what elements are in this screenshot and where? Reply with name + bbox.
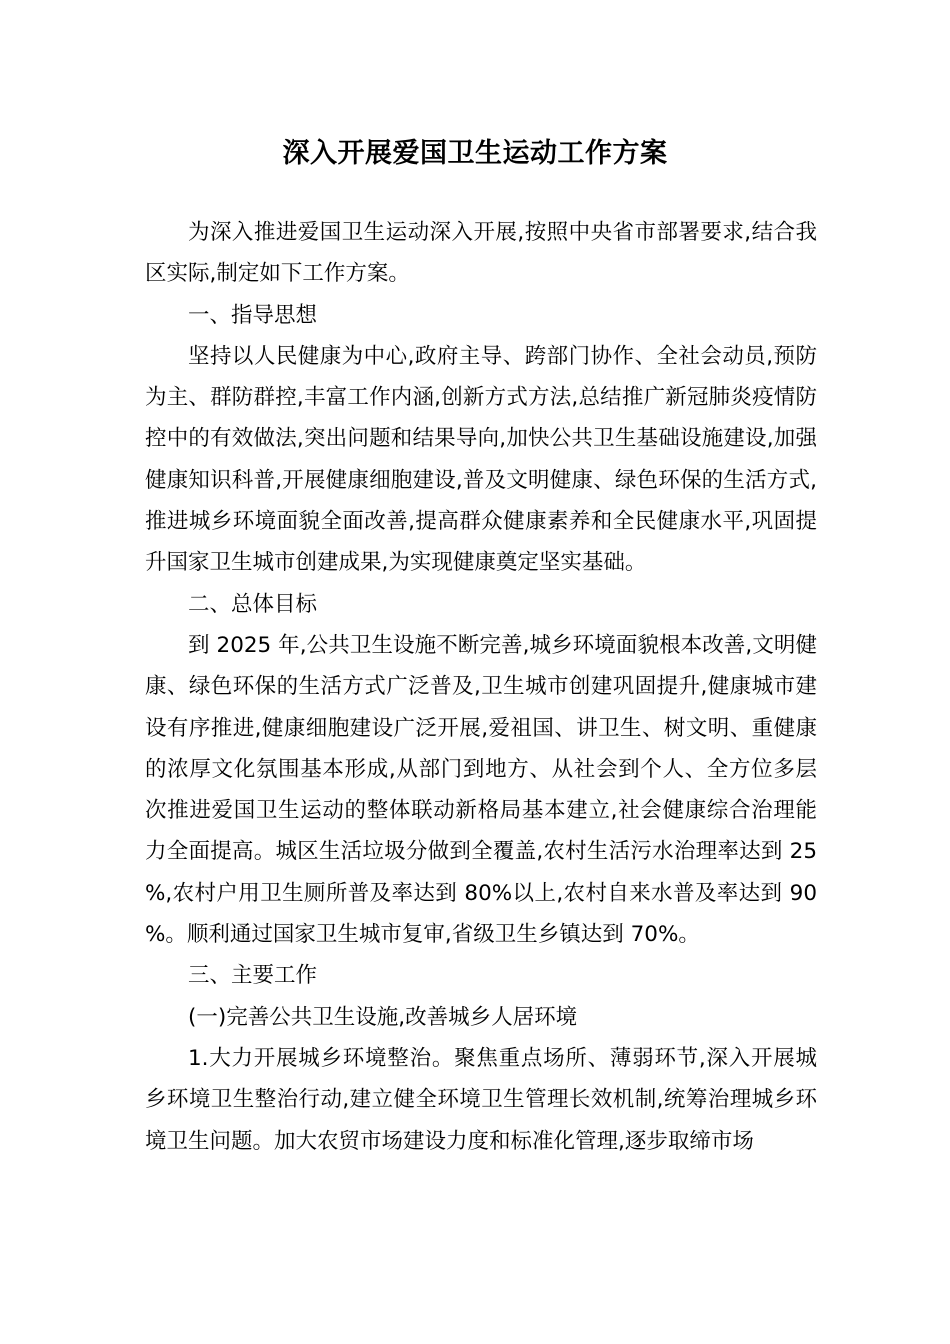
section-heading-main-work: 三、主要工作	[188, 963, 318, 989]
overall-goals-paragraph: 到 2025 年,公共卫生设施不断完善,城乡环境面貌根本改善,文明健康、绿色环保的生活方式广泛普及,卫生城市创建巩固提升,健康城市建设有序推进,健康细胞建设广泛开展,爱祖国、讲卫生、树文明、重健康的浓厚文化氛围基本形成,从部门到地方、从社会到个人、全方位多层次推进爱国卫生运动的整体联动新格局基本建立,社会健康综合治理能力全面提高。城区生活垃圾分做到全覆盖,农村生活污水治理率达到 25%,农村户用卫生厕所普及率达到 80%以上,农村自来水普及率达到 90%。顺利通过国家卫生城市复审,省级卫生乡镇达到 70%。	[145, 632, 817, 948]
item-paragraph-1: 1.大力开展城乡环境整治。聚焦重点场所、薄弱环节,深入开展城乡环境卫生整治行动,建立健全环境卫生管理长效机制,统筹治理城乡环境卫生问题。加大农贸市场建设力度和标准化管理,逐步取缔市场	[145, 1045, 817, 1154]
subsection-heading-1: (一)完善公共卫生设施,改善城乡人居环境	[188, 1004, 578, 1030]
document-body	[145, 212, 817, 1162]
document-title: 深入开展爱国卫生运动工作方案	[282, 138, 668, 169]
intro-paragraph: 为深入推进爱国卫生运动深入开展,按照中央省市部署要求,结合我区实际,制定如下工作方案。	[145, 220, 817, 287]
guiding-ideology-paragraph: 坚持以人民健康为中心,政府主导、跨部门协作、全社会动员,预防为主、群防群控,丰富工作内涵,创新方式方法,总结推广新冠肺炎疫情防控中的有效做法,突出问题和结果导向,加快公共卫生基础设施建设,加强健康知识科普,开展健康细胞建设,普及文明健康、绿色环保的生活方式,推进城乡环境面貌全面改善,提高群众健康素养和全民健康水平,巩固提升国家卫生城市创建成果,为实现健康奠定坚实基础。	[145, 343, 817, 576]
section-heading-overall-goals: 二、总体目标	[188, 591, 318, 617]
section-heading-guiding-ideology: 一、指导思想	[188, 302, 318, 328]
